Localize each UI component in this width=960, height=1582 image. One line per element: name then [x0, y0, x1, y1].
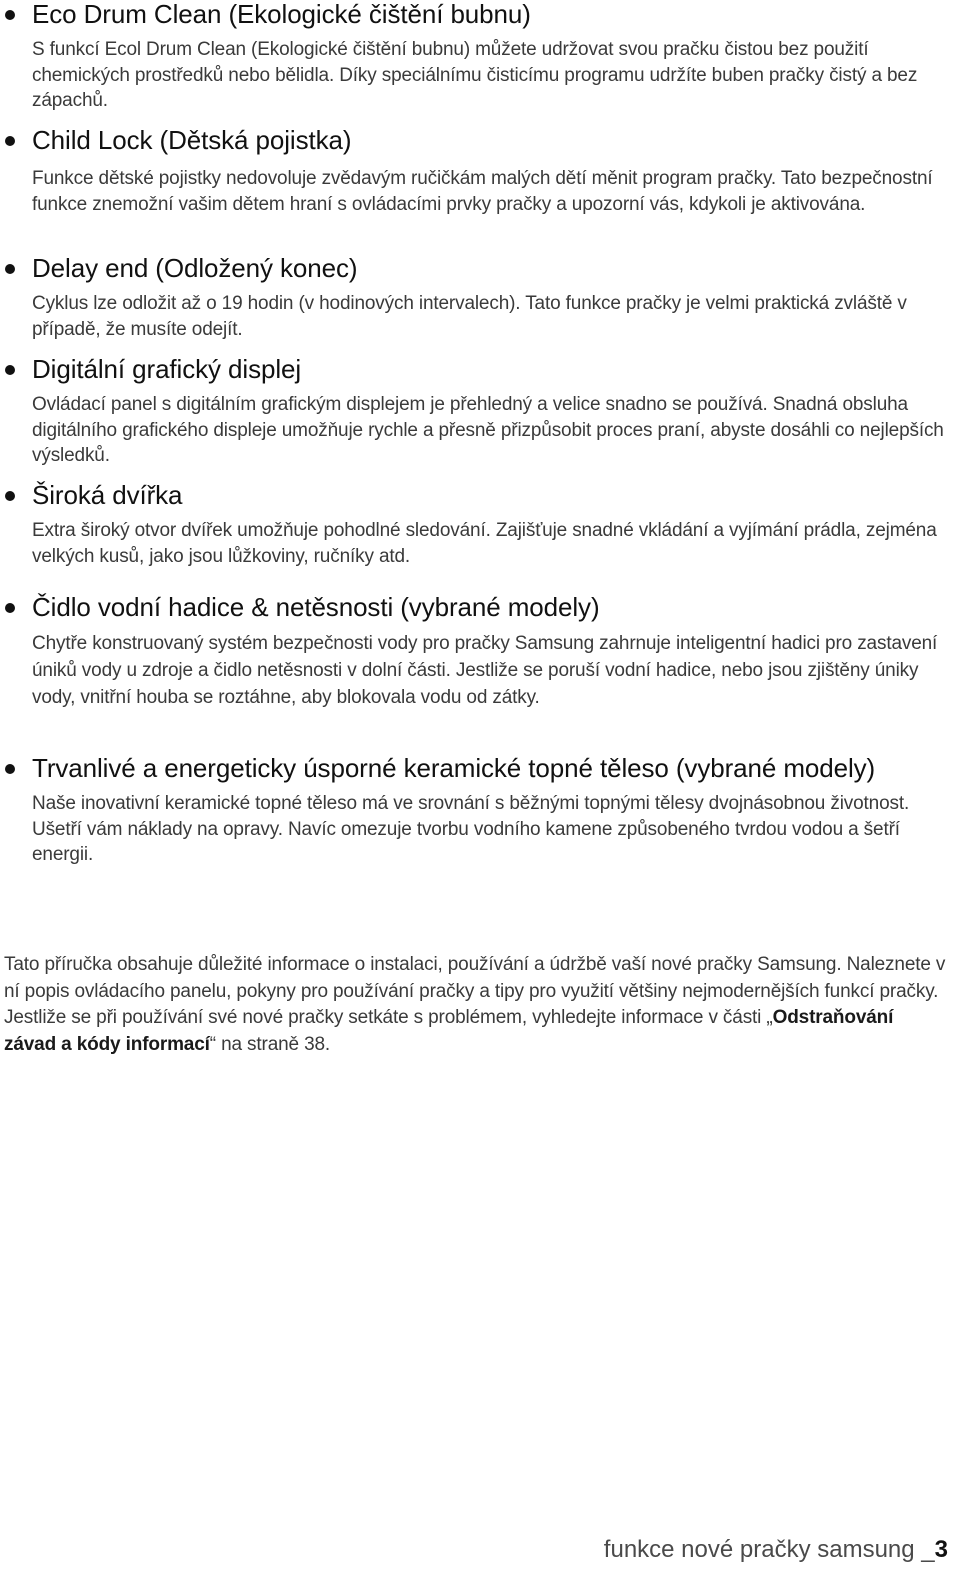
feature-heading: [0, 592, 945, 622]
feature-description: Ušetří vám náklady na opravy. Navíc omezuje tvorbu vodního kamene způsobeného tvrdou vodou a šetří energii.: [32, 818, 900, 865]
feature-description: Ovládací panel s digitálním grafickým displejem je přehledný a velice snadno se používá. Snadná obsluha digitálního grafického displeje umožňuje rychle a přesně přizpůsobit proces praní, abyste dosáhli co nejlepších výsledků.: [32, 394, 944, 466]
feature-title: Trvanlivé a energeticky úsporné keramické topné těleso (vybrané modely): [32, 753, 876, 783]
feature-hose-leak-sensor: [0, 592, 945, 711]
feature-description: Naše inovativní keramické topné těleso má ve srovnání s běžnými topnými tělesy dvojnásobnou životnost.: [32, 793, 910, 814]
feature-delay-end: [0, 253, 945, 342]
feature-title: Eco Drum Clean (Ekologické čištění bubnu): [32, 0, 531, 29]
manual-intro-paragraph: [4, 952, 949, 1058]
feature-title: Child Lock (Dětská pojistka): [32, 125, 352, 155]
troubleshooting-reference: Odstraňování závad a kódy informací: [4, 1007, 894, 1055]
feature-heading: [0, 125, 945, 155]
feature-title: Delay end (Odložený konec): [32, 253, 358, 283]
feature-description: Chytře konstruovaný systém bezpečnosti vody pro pračky Samsung zahrnuje inteligentní hadici pro zastavení úniků vody u zdroje a čidlo netěsnosti v dolní části. Jestliže se poruší vodní hadice, nebo jsou zjištěny úniky vody, vnitřní houba se roztáhne, aby blokovala vodu od zátky.: [32, 633, 938, 708]
bullet-icon: [5, 365, 15, 375]
feature-eco-drum-clean: [0, 2, 945, 114]
bullet-icon: [5, 764, 15, 774]
feature-description: Cyklus lze odložit až o 19 hodin (v hodinových intervalech). Tato funkce pračky je velmi praktická zvláště v případě, že musíte odejít.: [32, 293, 907, 340]
feature-heading: [0, 480, 945, 510]
feature-heading: [0, 253, 945, 283]
feature-title: Digitální grafický displej: [32, 354, 302, 384]
feature-heading: [0, 753, 945, 783]
intro-text: Tato příručka obsahuje důležité informace o instalaci, používání a údržbě vaší nové pračky Samsung. Naleznete v ní popis ovládacího panelu, pokyny pro používání pračky a tipy pro využití většiny nejmodernějších funkcí pračky. Jestliže se při používání své nové pračky setkáte s problémem, vyhledejte informace v části „: [4, 954, 946, 1028]
intro-text-end: “ na straně 38.: [209, 1033, 331, 1055]
feature-digital-display: [0, 354, 945, 469]
feature-ceramic-heater: [0, 753, 945, 868]
feature-heading: [0, 354, 945, 384]
page-number: 3: [934, 1536, 948, 1563]
feature-child-lock: [0, 125, 945, 217]
feature-wide-door: [0, 480, 945, 569]
bullet-icon: [5, 491, 15, 501]
feature-description: Funkce dětské pojistky nedovoluje zvědavým ručičkám malých dětí měnit program pračky. Tato bezpečnostní funkce znemožní vašim dětem hraní s ovládacími prvky pračky a upozorní vás, kdykoli je aktivována.: [32, 168, 933, 215]
page-footer: [604, 1536, 948, 1564]
feature-heading: [0, 2, 945, 27]
bullet-icon: [5, 10, 15, 20]
footer-section-title: funkce nové pračky samsung _: [603, 1536, 935, 1563]
feature-description: S funkcí Ecol Drum Clean (Ekologické čištění bubnu) můžete udržovat svou pračku čistou bez použití chemických prostředků nebo bělidla. Díky speciálnímu čisticímu programu udržíte buben pračky čistý a bez zápachů.: [32, 39, 918, 111]
feature-title: Široká dvířka: [32, 480, 183, 510]
bullet-icon: [5, 136, 15, 146]
bullet-icon: [5, 603, 15, 613]
bullet-icon: [5, 264, 15, 274]
feature-title: Čidlo vodní hadice & netěsnosti (vybrané modely): [32, 592, 600, 622]
feature-description: Extra široký otvor dvířek umožňuje pohodlné sledování. Zajišťuje snadné vkládání a vyjímání prádla, zejména velkých kusů, jako jsou lůžkoviny, ručníky atd.: [32, 520, 937, 567]
